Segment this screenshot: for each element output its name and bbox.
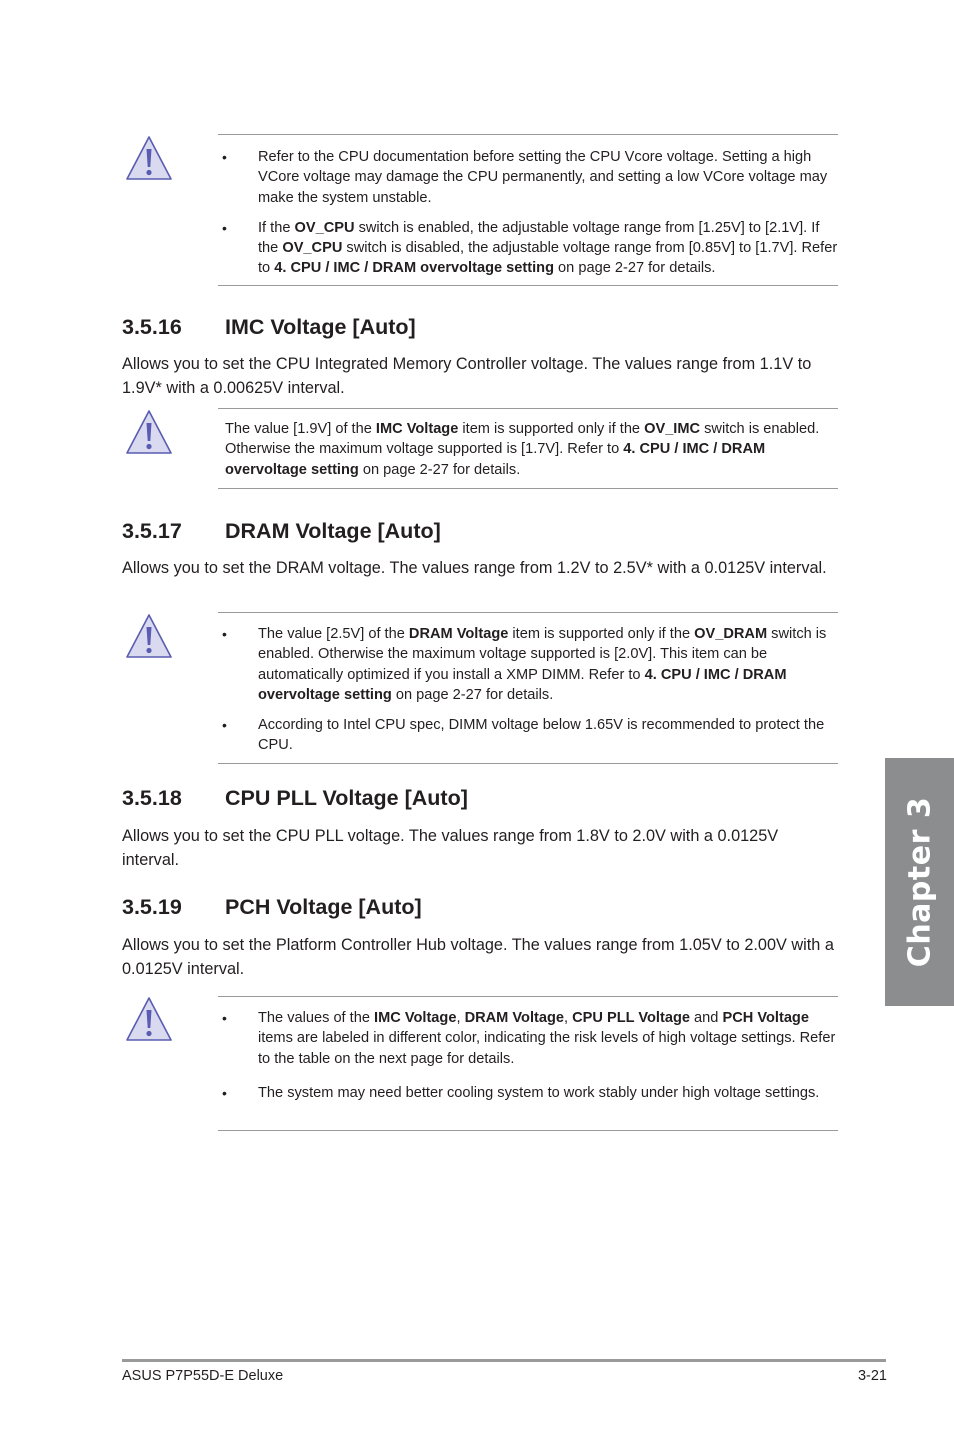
bullet: •: [222, 219, 227, 236]
warning-icon: [124, 408, 174, 458]
note-dram-voltage: [218, 612, 838, 764]
bold-term: IMC Voltage: [374, 1010, 457, 1026]
bullet: •: [222, 717, 227, 734]
bold-term: DRAM Voltage: [464, 1010, 565, 1026]
section-number: 3.5.19: [122, 895, 182, 919]
bold-term: IMC Voltage: [375, 421, 459, 437]
note-item: • Refer to the CPU documentation before setting the CPU Vcore voltage. Setting a high VCore voltage may damage the CPU permanently, and setting a low VCore voltage may make the system unstable.: [222, 149, 828, 206]
chapter-tab: [885, 758, 954, 1006]
bold-term: OV_CPU: [294, 219, 355, 236]
section-title: DRAM Voltage [Auto]: [225, 519, 441, 543]
note-list: [218, 624, 838, 756]
section-heading-dram-voltage: [122, 518, 441, 544]
bold-term: 4. CPU / IMC / DRAM overvoltage setting: [225, 441, 766, 478]
footer-divider: [122, 1359, 886, 1362]
note-item: • According to Intel CPU spec, DIMM voltage below 1.65V is recommended to protect the CPU.: [222, 717, 825, 754]
bold-term: 4. CPU / IMC / DRAM overvoltage setting: [274, 260, 554, 277]
section-title: CPU PLL Voltage [Auto]: [225, 786, 468, 810]
section-body: Allows you to set the DRAM voltage. The values range from 1.2V to 2.5V* with a 0.0125V interval.: [122, 559, 827, 577]
bullet: •: [222, 626, 227, 642]
note-list: [218, 1008, 838, 1103]
section-heading-pch-voltage: [122, 894, 422, 920]
section-heading-cpu-pll-voltage: [122, 785, 468, 811]
footer-product-name: ASUS P7P55D-E Deluxe: [122, 1368, 284, 1384]
section-title: IMC Voltage [Auto]: [225, 315, 416, 339]
warning-icon: [124, 134, 174, 184]
note-text: The value [1.9V] of the IMC Voltage item is supported only if the OV_IMC switch is enabled. Otherwise the maximum voltage supported is [1.7V]. Refer to 4. CPU / IMC / DRAM overvoltage setting on page 2-27 for details.: [225, 421, 820, 478]
section-number: 3.5.18: [122, 786, 182, 810]
bold-term: DRAM Voltage: [408, 626, 509, 642]
note-item: • The value [2.5V] of the DRAM Voltage item is supported only if the OV_DRAM switch is enabled. Otherwise the maximum voltage supported is [2.0V]. This item can be automatically optimized if you install a XMP DIMM. Refer to 4. CPU / IMC / DRAM overvoltage setting on page 2-27 for details.: [222, 626, 827, 703]
bold-term: OV_IMC: [644, 421, 701, 437]
footer-page-number: 3-21: [857, 1368, 887, 1384]
warning-icon: [124, 612, 174, 662]
note-imc-voltage: [218, 408, 838, 489]
section-heading-imc-voltage: [122, 314, 416, 340]
bullet: •: [222, 1084, 227, 1101]
section-number: 3.5.16: [122, 315, 182, 339]
bold-term: CPU PLL Voltage: [572, 1010, 690, 1026]
bold-term: 4. CPU / IMC / DRAM overvoltage setting: [258, 666, 787, 703]
section-body: Allows you to set the CPU Integrated Memory Controller voltage. The values range from 1.1V to 1.9V* with a 0.00625V interval.: [122, 355, 812, 397]
bold-term: OV_DRAM: [694, 626, 768, 642]
section-number: 3.5.17: [122, 519, 182, 543]
warning-icon: [124, 995, 174, 1045]
note-item: • The values of the IMC Voltage, DRAM Voltage, CPU PLL Voltage and PCH Voltage items are labeled in different color, indicating the risk levels of high voltage settings. Refer to the table on the next page for details.: [222, 1010, 836, 1067]
note-item: • If the OV_CPU switch is enabled, the adjustable voltage range from [1.25V] to [2.1V]. If the OV_CPU switch is disabled, the adjustable voltage range from [0.85V] to [1.7V]. Refer to 4. CPU / IMC / DRAM overvoltage setting on page 2-27 for details.: [222, 219, 838, 277]
bold-term: OV_CPU: [282, 240, 343, 257]
section-title: PCH Voltage [Auto]: [225, 895, 422, 919]
chapter-tab-label: Chapter 3: [902, 796, 937, 968]
bullet: •: [222, 1010, 227, 1026]
note-list: [218, 147, 838, 279]
bold-term: PCH Voltage: [722, 1010, 809, 1026]
note-item: • The system may need better cooling system to work stably under high voltage settings.: [218, 1083, 838, 1103]
bullet: •: [222, 149, 227, 165]
note-voltage-colors: [218, 996, 838, 1131]
section-body: Allows you to set the Platform Controller Hub voltage. The values range from 1.05V to 2.00V with a 0.0125V interval.: [122, 936, 834, 978]
section-body: Allows you to set the CPU PLL voltage. The values range from 1.8V to 2.0V with a 0.0125V interval.: [122, 827, 779, 869]
note-cpu-vcore: [218, 134, 838, 286]
